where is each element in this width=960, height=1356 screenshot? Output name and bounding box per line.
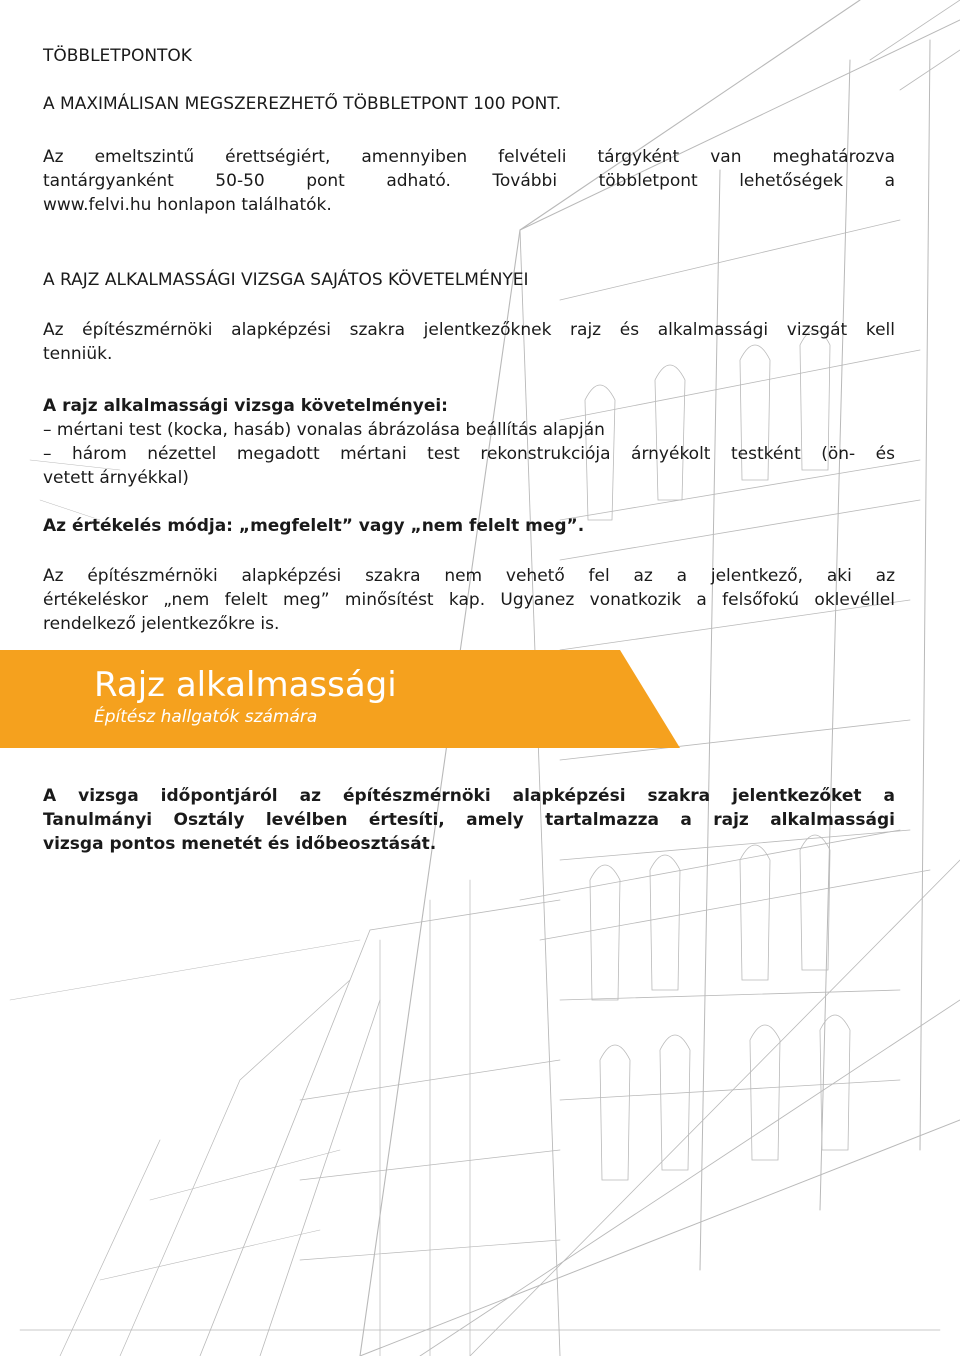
paragraph-line: Tanulmányi Osztály levélben értesíti, amely tartalmazza a rajz alkalmassági <box>43 810 895 830</box>
rajz-heading: A RAJZ ALKALMASSÁGI VIZSGA SAJÁTOS KÖVETELMÉNYEI <box>43 270 529 290</box>
kovetelmenyek-block <box>43 394 895 490</box>
tobbletpontok-heading: TÖBBLETPONTOK <box>43 46 192 66</box>
kovetelmeny-item-1: – mértani test (kocka, hasáb) vonalas ábrázolása beállítás alapján <box>43 420 605 440</box>
idopont-paragraph <box>43 784 895 856</box>
paragraph-line: rendelkező jelentkezőkre is. <box>43 614 280 634</box>
paragraph-line: Az építészmérnöki alapképzési szakra jelentkezőknek rajz és alkalmassági vizsgát kell <box>43 320 895 340</box>
nem-veheto-paragraph <box>43 564 895 636</box>
paragraph-line: Az emeltszintű érettségiért, amennyiben felvételi tárgyként van meghatározva <box>43 147 895 167</box>
paragraph-line: www.felvi.hu honlapon találhatók. <box>43 195 332 215</box>
paragraph-line: A vizsga időpontjáról az építészmérnöki alapképzési szakra jelentkezőket a <box>43 786 895 806</box>
paragraph-line: tantárgyanként 50-50 pont adható. További többletpont lehetőségek a <box>43 171 895 191</box>
max-points-heading: A MAXIMÁLISAN MEGSZEREZHETŐ TÖBBLETPONT 100 PONT. <box>43 94 562 114</box>
kovetelmeny-item-2-cont: vetett árnyékkal) <box>43 468 189 488</box>
ertekeles-line: Az értékelés módja: „megfelelt” vagy „nem felelt meg”. <box>43 516 585 536</box>
kovetelmenyek-title: A rajz alkalmassági vizsga követelményei: <box>43 396 448 416</box>
paragraph-line: értékeléskor „nem felelt meg” minősítést kap. Ugyanez vonatkozik a felsőfokú oklevéllel <box>43 590 895 610</box>
paragraph-line: tenniük. <box>43 344 113 364</box>
epiteszmernoki-paragraph <box>43 318 895 366</box>
paragraph-line: Az építészmérnöki alapképzési szakra nem vehető fel az a jelentkező, aki az <box>43 566 895 586</box>
banner-title: Rajz alkalmassági <box>94 665 397 705</box>
kovetelmeny-item-2: – három nézettel megadott mértani test rekonstrukciója árnyékolt testként (ön- és <box>43 444 895 464</box>
paragraph-line: vizsga pontos menetét és időbeosztását. <box>43 834 437 854</box>
emelt-szint-paragraph <box>43 145 895 217</box>
banner-subtitle: Építész hallgatók számára <box>94 707 318 727</box>
